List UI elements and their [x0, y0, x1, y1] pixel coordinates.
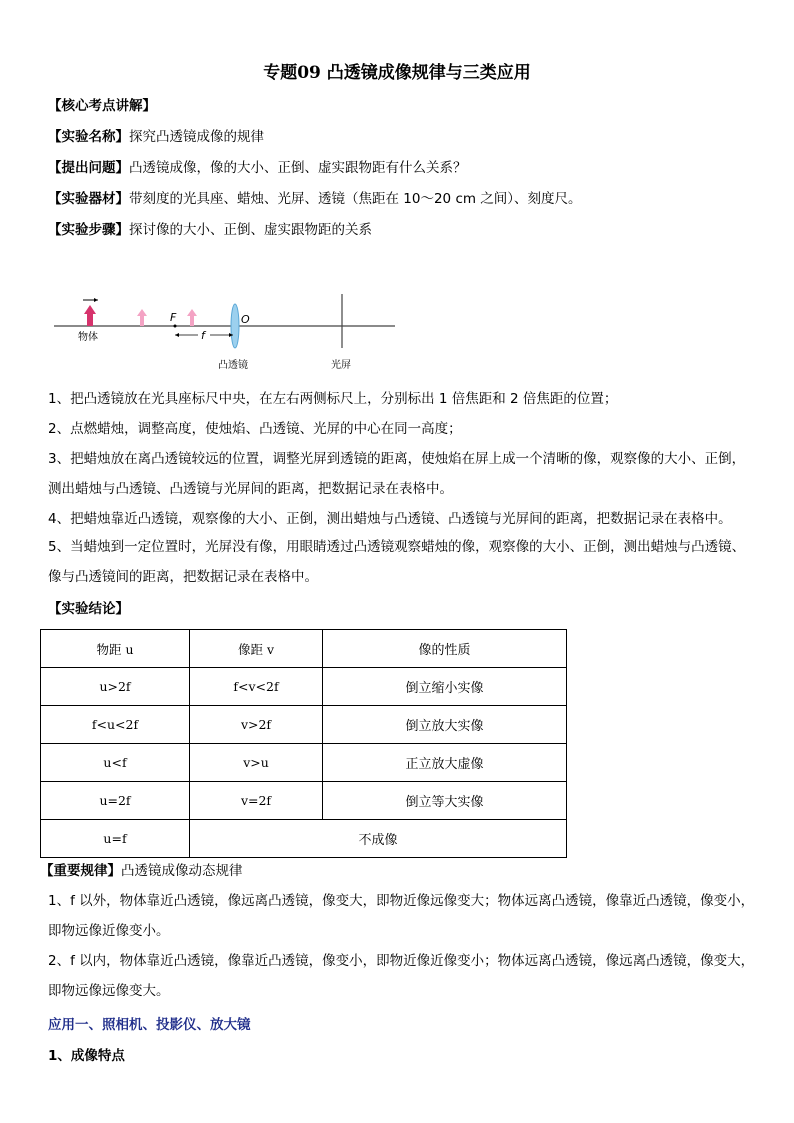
table-cell: u<f [41, 744, 190, 782]
step-2: 2、点燃蜡烛，调整高度，使烛焰、凸透镜、光屏的中心在同一高度； [48, 421, 462, 437]
page-title: 专题09 凸透镜成像规律与三类应用 [263, 63, 531, 83]
imaging-features-heading: 1、成像特点 [48, 1048, 125, 1064]
object-label: 物体 [78, 332, 98, 343]
table-row [41, 782, 567, 820]
step-3: 3、把蜡烛放在离凸透镜较远的位置，调整光屏到透镜的距离，使烛焰在屏上成一个清晰的像，观察像的大小、正倒，测出蜡烛与凸透镜、凸透镜与光屏间的距离，把数据记录在表格中。 [48, 451, 746, 497]
candle-mark-1 [137, 309, 147, 326]
table-cell: v>u [190, 744, 323, 782]
step-1: 1、把凸透镜放在光具座标尺中央，在左右两侧标尺上，分别标出 1 倍焦距和 2 倍焦距的位置； [48, 391, 618, 407]
screen-label: 光屏 [331, 360, 351, 371]
table-cell: u>2f [41, 668, 190, 706]
table-cell: 倒立放大实像 [323, 706, 567, 744]
table-header-cell: 像的性质 [323, 630, 567, 668]
table-cell: 倒立缩小实像 [323, 668, 567, 706]
table-cell: 正立放大虚像 [323, 744, 567, 782]
table-row [41, 706, 567, 744]
table-header-cell: 物距 u [41, 630, 190, 668]
table-cell: 倒立等大实像 [323, 782, 567, 820]
optical-center-label: O [241, 313, 250, 326]
section-core-heading: 【核心考点讲解】 [48, 98, 156, 114]
focal-arrow-head-left [175, 333, 179, 337]
steps-heading-text: 探讨像的大小、正倒、虚实跟物距的关系 [129, 222, 372, 238]
focal-length-label: f [201, 329, 205, 342]
focus-point [174, 325, 177, 328]
convex-lens [231, 304, 239, 348]
table-cell-merged: 不成像 [190, 820, 567, 858]
rule-item-2: 2、f 以内，物体靠近凸透镜，像靠近凸透镜，像变小，即物近像近像变小；物体远离凸透镜，像远离凸透镜，像变大，即物远像远像变大。 [48, 953, 755, 999]
optical-bench-diagram [50, 288, 400, 373]
question-text: 凸透镜成像，像的大小、正倒、虚实跟物距有什么关系？ [129, 160, 467, 176]
step-5: 5、当蜡烛到一定位置时，光屏没有像，用眼睛透过凸透镜观察蜡烛的像，观察像的大小、正倒，测出蜡烛与凸透镜、像与凸透镜间的距离，把数据记录在表格中。 [48, 539, 746, 585]
rule-list [48, 886, 758, 1006]
rule-item-1: 1、f 以外，物体靠近凸透镜，像远离凸透镜，像变大，即物近像远像变大；物体远离凸透镜，像靠近凸透镜，像变小，即物远像近像变小。 [48, 893, 755, 939]
table-row [41, 668, 567, 706]
conclusion-heading: 【实验结论】 [48, 601, 129, 617]
steps-label: 【实验步骤】 [48, 222, 129, 238]
step-4: 4、把蜡烛靠近凸透镜，观察像的大小、正倒，测出蜡烛与凸透镜、凸透镜与光屏间的距离，把数据记录在表格中。 [48, 511, 732, 527]
table-cell: f<u<2f [41, 706, 190, 744]
table-row [41, 820, 567, 858]
application-heading: 应用一、照相机、投影仪、放大镜 [48, 1017, 251, 1033]
table-cell: u=2f [41, 782, 190, 820]
table-cell: f<v<2f [190, 668, 323, 706]
rule-label: 【重要规律】 [40, 863, 121, 879]
lens-label: 凸透镜 [218, 360, 248, 371]
equipment-text: 带刻度的光具座、蜡烛、光屏、透镜（焦距在 10～20 cm 之间）、刻度尺。 [129, 191, 582, 207]
equipment-line [48, 190, 582, 208]
exp-name-label: 【实验名称】 [48, 129, 129, 145]
candle-mark-2 [187, 309, 197, 326]
table-cell: u=f [41, 820, 190, 858]
object-arrow [84, 305, 96, 326]
question-label: 【提出问题】 [48, 160, 129, 176]
direction-arrow-head [94, 298, 98, 302]
rule-heading-line [40, 862, 243, 880]
rule-text: 凸透镜成像动态规律 [121, 863, 243, 879]
steps-heading-line [48, 221, 372, 239]
exp-name-text: 探究凸透镜成像的规律 [129, 129, 264, 145]
question-line [48, 159, 467, 177]
equipment-label: 【实验器材】 [48, 191, 129, 207]
table-header-cell: 像距 v [190, 630, 323, 668]
table-row [41, 744, 567, 782]
steps-list [48, 384, 758, 592]
table-cell: v>2f [190, 706, 323, 744]
exp-name-line [48, 128, 264, 146]
focus-label: F [170, 311, 177, 324]
table-header-row [41, 630, 567, 668]
results-table [40, 629, 567, 858]
table-cell: v=2f [190, 782, 323, 820]
